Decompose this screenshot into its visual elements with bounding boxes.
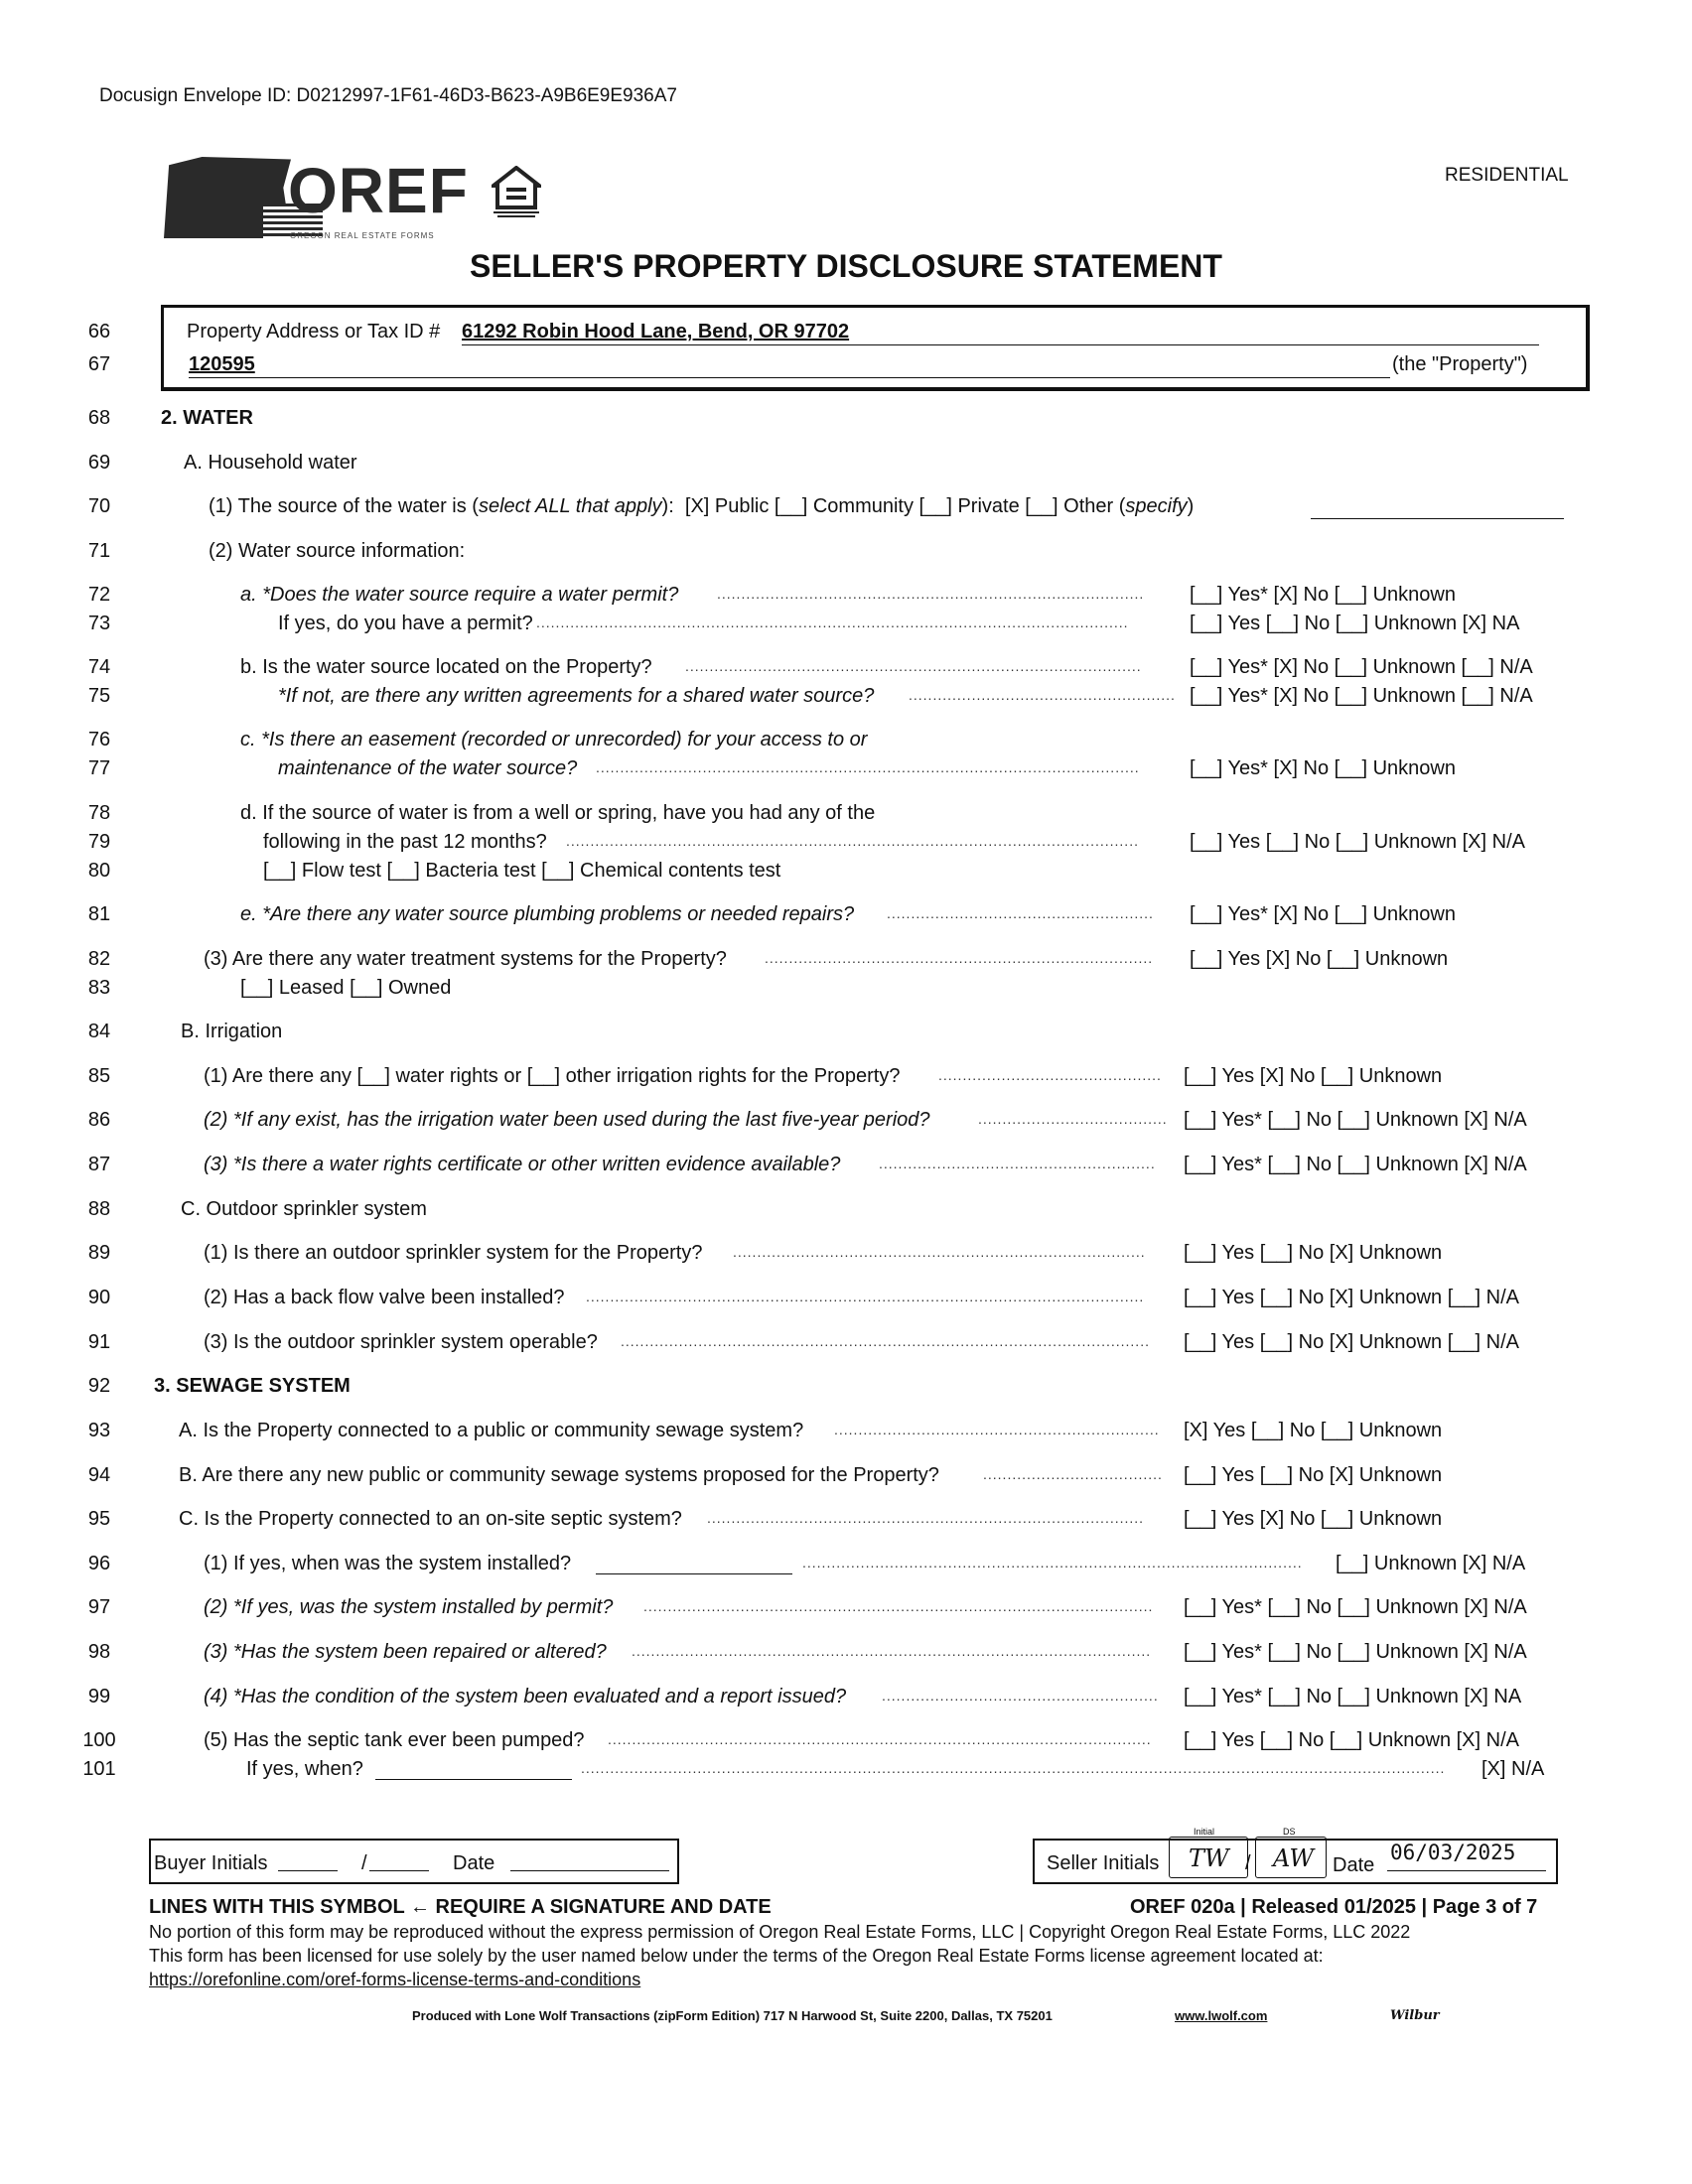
equal-housing-icon xyxy=(492,166,541,220)
q70-italic: select ALL that apply xyxy=(478,495,662,517)
line-number: 84 xyxy=(87,1021,111,1042)
property-suffix: (the "Property") xyxy=(1392,353,1528,375)
leader-dots: ......................................................... xyxy=(879,1156,1156,1171)
leader-dots: ................................................................................................................... xyxy=(586,1289,1145,1304)
docusign-envelope-id: Docusign Envelope ID: D0212997-1F61-46D3-B623-A9B6E9E936A7 xyxy=(99,85,677,106)
q70-part: ) xyxy=(1187,495,1195,517)
buyer-initials-line-2[interactable] xyxy=(369,1870,429,1871)
q99-answer[interactable]: [__] Yes* [__] No [__] Unknown [X] NA xyxy=(1184,1686,1522,1707)
q87-answer[interactable]: [__] Yes* [__] No [__] Unknown [X] N/A xyxy=(1184,1154,1527,1175)
seller-date-line[interactable] xyxy=(1387,1870,1546,1871)
leader-dots: ....................................................... xyxy=(909,687,1176,703)
buyer-initials-box[interactable] xyxy=(149,1839,679,1884)
line-number: 66 xyxy=(87,321,111,342)
line-number: 98 xyxy=(87,1641,111,1663)
buyer-date-label: Date xyxy=(453,1852,495,1874)
leader-dots: ................................................................... xyxy=(834,1422,1160,1437)
leader-dots: ...................................................................................................................... xyxy=(566,833,1139,849)
line-number: 97 xyxy=(87,1596,111,1618)
q96-text: (1) If yes, when was the system installed? xyxy=(204,1553,572,1574)
q95-answer[interactable]: [__] Yes [X] No [__] Unknown xyxy=(1184,1508,1443,1530)
q72-text: a. *Does the water source require a water permit? xyxy=(240,584,679,606)
line-number: 75 xyxy=(87,685,111,707)
buyer-initials-line[interactable] xyxy=(278,1870,338,1871)
q79-text: following in the past 12 months? xyxy=(263,831,547,853)
q91-answer[interactable]: [__] Yes [__] No [X] Unknown [__] N/A xyxy=(1184,1331,1519,1353)
lwolf-link[interactable]: www.lwolf.com xyxy=(1175,2008,1268,2023)
q99-text: (4) *Has the condition of the system been evaluated and a report issued? xyxy=(204,1686,847,1707)
seller-initials-box[interactable] xyxy=(1033,1827,1558,1884)
leader-dots: ......................................................................................................... xyxy=(643,1598,1154,1614)
leader-dots: ........................................................................................ xyxy=(717,586,1145,602)
water-source-checkboxes[interactable]: [X] Public [__] Community [__] Private [__] Other ( xyxy=(684,495,1126,517)
line-number: 74 xyxy=(87,656,111,678)
q70-part: (1) The source of the water is ( xyxy=(209,495,479,517)
leader-dots: ........................................................................................................... xyxy=(632,1643,1152,1659)
leader-dots: .......................................................................................................................... xyxy=(536,614,1129,630)
line-number: 86 xyxy=(87,1109,111,1131)
subsection-household-water: A. Household water xyxy=(184,452,357,474)
q83-leased-owned[interactable]: [__] Leased [__] Owned xyxy=(240,977,452,999)
q75-text: *If not, are there any written agreements for a shared water source? xyxy=(278,685,875,707)
line-number: 78 xyxy=(87,802,111,824)
line-number: 92 xyxy=(87,1375,111,1397)
line-number: 91 xyxy=(87,1331,111,1353)
section-sewage-heading: 3. SEWAGE SYSTEM xyxy=(154,1375,351,1397)
line-number: 79 xyxy=(87,831,111,853)
license-link[interactable]: https://orefonline.com/oref-forms-license-terms-and-conditions xyxy=(149,1970,641,1989)
q85-answer[interactable]: [__] Yes [X] No [__] Unknown xyxy=(1184,1065,1443,1087)
seller-initials-label: Seller Initials xyxy=(1047,1852,1160,1874)
other-specify-line[interactable] xyxy=(1311,518,1564,519)
leader-dots: .......................................................................................... xyxy=(707,1510,1145,1526)
subsection-irrigation: B. Irrigation xyxy=(181,1021,283,1042)
license-notice: This form has been licensed for use solely by the user named below under the terms of the Oregon Real Estate Forms license agreement located at: xyxy=(149,1946,1324,1966)
buyer-date-line[interactable] xyxy=(510,1870,669,1871)
line-number: 95 xyxy=(87,1508,111,1530)
leader-dots: ......................................................... xyxy=(882,1688,1159,1704)
q94-text: B. Are there any new public or community sewage systems proposed for the Property? xyxy=(179,1464,939,1486)
q90-text: (2) Has a back flow valve been installed? xyxy=(204,1287,565,1308)
initial-tag: Initial xyxy=(1194,1827,1215,1837)
line-number: 89 xyxy=(87,1242,111,1264)
line-number: 69 xyxy=(87,452,111,474)
q91-text: (3) Is the outdoor sprinkler system operable? xyxy=(204,1331,598,1353)
q77-answer[interactable]: [__] Yes* [X] No [__] Unknown xyxy=(1190,757,1456,779)
q93-answer[interactable]: [X] Yes [__] No [__] Unknown xyxy=(1184,1420,1443,1441)
produced-with: Produced with Lone Wolf Transactions (zipForm Edition) 717 N Harwood St, Suite 2200, Dallas, TX 75201 xyxy=(412,2008,1053,2023)
copyright-notice: No portion of this form may be reproduced without the express permission of Oregon Real Estate Forms, LLC | Copyright Oregon Real Estate Forms, LLC 2022 xyxy=(149,1922,1411,1942)
q94-answer[interactable]: [__] Yes [__] No [X] Unknown xyxy=(1184,1464,1443,1486)
q97-answer[interactable]: [__] Yes* [__] No [__] Unknown [X] N/A xyxy=(1184,1596,1527,1618)
q73-text: If yes, do you have a permit? xyxy=(278,613,533,634)
q97-text: (2) *If yes, was the system installed by permit? xyxy=(204,1596,614,1618)
q80-tests[interactable]: [__] Flow test [__] Bacteria test [__] Chemical contents test xyxy=(263,860,781,882)
line-number: 93 xyxy=(87,1420,111,1441)
seller-date-value: 06/03/2025 xyxy=(1390,1841,1516,1864)
q75-answer[interactable]: [__] Yes* [X] No [__] Unknown [__] N/A xyxy=(1190,685,1533,707)
q72-answer[interactable]: [__] Yes* [X] No [__] Unknown xyxy=(1190,584,1456,606)
oref-logo xyxy=(164,154,561,253)
q78-text: d. If the source of water is from a well or spring, have you had any of the xyxy=(240,802,876,824)
line-number: 94 xyxy=(87,1464,111,1486)
leader-dots: ................................................................................................................ xyxy=(596,759,1140,775)
water-source-info: (2) Water source information: xyxy=(209,540,466,562)
q93-text: A. Is the Property connected to a public or community sewage system? xyxy=(179,1420,804,1441)
ds-tag: DS xyxy=(1283,1827,1296,1837)
leader-dots: ............................................................................................................. xyxy=(621,1333,1150,1349)
q98-text: (3) *Has the system been repaired or altered? xyxy=(204,1641,607,1663)
seller-initial-2: AW xyxy=(1273,1844,1315,1872)
line-number: 99 xyxy=(87,1686,111,1707)
leader-dots: ..................................................................................... xyxy=(733,1244,1146,1260)
leader-dots: ................................................................................ xyxy=(765,950,1154,966)
q87-text: (3) *Is there a water rights certificate or other written evidence available? xyxy=(204,1154,841,1175)
q74-answer[interactable]: [__] Yes* [X] No [__] Unknown [__] N/A xyxy=(1190,656,1533,678)
subsection-sprinkler: C. Outdoor sprinkler system xyxy=(181,1198,427,1220)
q70-part: ): xyxy=(661,495,674,517)
q77-text: maintenance of the water source? xyxy=(278,757,578,779)
address-line xyxy=(462,344,1539,345)
line-number: 100 xyxy=(82,1729,116,1751)
line-number: 83 xyxy=(87,977,111,999)
line-number: 88 xyxy=(87,1198,111,1220)
line-number: 77 xyxy=(87,757,111,779)
line-number: 68 xyxy=(87,407,111,429)
line-number: 76 xyxy=(87,729,111,751)
line-number: 80 xyxy=(87,860,111,882)
line-number: 96 xyxy=(87,1553,111,1574)
seller-date-label: Date xyxy=(1333,1854,1375,1876)
tax-id-line xyxy=(189,377,1390,378)
q86-answer[interactable]: [__] Yes* [__] No [__] Unknown [X] N/A xyxy=(1184,1109,1527,1131)
q86-text: (2) *If any exist, has the irrigation water been used during the last five-year period? xyxy=(204,1109,930,1131)
q90-answer[interactable]: [__] Yes [__] No [X] Unknown [__] N/A xyxy=(1184,1287,1519,1308)
q100-answer[interactable]: [__] Yes [__] No [__] Unknown [X] N/A xyxy=(1184,1729,1519,1751)
q101-answer[interactable]: [X] N/A xyxy=(1481,1758,1545,1780)
q81-text: e. *Are there any water source plumbing problems or needed repairs? xyxy=(240,903,855,925)
tax-id-value: 120595 xyxy=(189,353,255,375)
seller-slash: / xyxy=(1245,1852,1251,1874)
leader-dots: ................................................................................................................ xyxy=(608,1731,1152,1747)
leader-dots: ....................................... xyxy=(978,1111,1168,1127)
q73-answer[interactable]: [__] Yes [__] No [__] Unknown [X] NA xyxy=(1190,613,1520,634)
q85-text: (1) Are there any [__] water rights or [__] other irrigation rights for the Property? xyxy=(204,1065,901,1087)
line-number: 70 xyxy=(87,495,111,517)
q70-specify: specify xyxy=(1125,495,1188,517)
line-number: 82 xyxy=(87,948,111,970)
install-date-line[interactable] xyxy=(596,1573,792,1574)
line-number: 85 xyxy=(87,1065,111,1087)
buyer-slash: / xyxy=(361,1852,367,1874)
user-name: Wilbur xyxy=(1390,2008,1440,2023)
lines-symbol-note: LINES WITH THIS SYMBOL ← REQUIRE A SIGNATURE AND DATE xyxy=(149,1896,772,1918)
q98-answer[interactable]: [__] Yes* [__] No [__] Unknown [X] N/A xyxy=(1184,1641,1527,1663)
pumped-date-line[interactable] xyxy=(375,1779,572,1780)
q96-answer[interactable]: [__] Unknown [X] N/A xyxy=(1336,1553,1526,1574)
line-number: 81 xyxy=(87,903,111,925)
buyer-initials-label: Buyer Initials xyxy=(154,1852,268,1874)
leader-dots: ..................................... xyxy=(983,1466,1163,1482)
q95-text: C. Is the Property connected to an on-site septic system? xyxy=(179,1508,682,1530)
seller-initial-1: TW xyxy=(1189,1844,1229,1872)
line-number: 71 xyxy=(87,540,111,562)
line-number: 73 xyxy=(87,613,111,634)
q81-answer[interactable]: [__] Yes* [X] No [__] Unknown xyxy=(1190,903,1456,925)
q89-answer[interactable]: [__] Yes [__] No [X] Unknown xyxy=(1184,1242,1443,1264)
q101-text: If yes, when? xyxy=(246,1758,363,1780)
leader-dots: ....................................................................................................... xyxy=(802,1555,1303,1570)
water-source-question xyxy=(209,495,1194,518)
form-id: OREF 020a | Released 01/2025 | Page 3 of 7 xyxy=(1130,1896,1538,1918)
line-number: 101 xyxy=(82,1758,116,1780)
leader-dots: .................................................................................................................................................................................. xyxy=(581,1760,1446,1776)
logo-wordmark: OREF xyxy=(288,155,469,226)
q82-answer[interactable]: [__] Yes [X] No [__] Unknown xyxy=(1190,948,1449,970)
leader-dots: .............................................................................................. xyxy=(685,658,1142,674)
q76-text: c. *Is there an easement (recorded or unrecorded) for your access to or xyxy=(240,729,868,751)
q82-text: (3) Are there any water treatment systems for the Property? xyxy=(204,948,727,970)
residential-label: RESIDENTIAL xyxy=(1445,165,1569,186)
q100-text: (5) Has the septic tank ever been pumped? xyxy=(204,1729,585,1751)
q89-text: (1) Is there an outdoor sprinkler system for the Property? xyxy=(204,1242,703,1264)
logo-subtext: OREGON REAL ESTATE FORMS xyxy=(290,231,435,240)
leader-dots: .............................................. xyxy=(938,1067,1162,1083)
address-label: Property Address or Tax ID # xyxy=(187,321,441,342)
address-value: 61292 Robin Hood Lane, Bend, OR 97702 xyxy=(462,321,850,342)
page-title: SELLER'S PROPERTY DISCLOSURE STATEMENT xyxy=(470,248,1222,284)
line-number: 67 xyxy=(87,353,111,375)
q79-answer[interactable]: [__] Yes [__] No [__] Unknown [X] N/A xyxy=(1190,831,1525,853)
q74-text: b. Is the water source located on the Property? xyxy=(240,656,652,678)
line-number: 90 xyxy=(87,1287,111,1308)
line-number: 72 xyxy=(87,584,111,606)
leader-dots: ....................................................... xyxy=(887,905,1154,921)
section-water-heading: 2. WATER xyxy=(161,407,253,429)
line-number: 87 xyxy=(87,1154,111,1175)
